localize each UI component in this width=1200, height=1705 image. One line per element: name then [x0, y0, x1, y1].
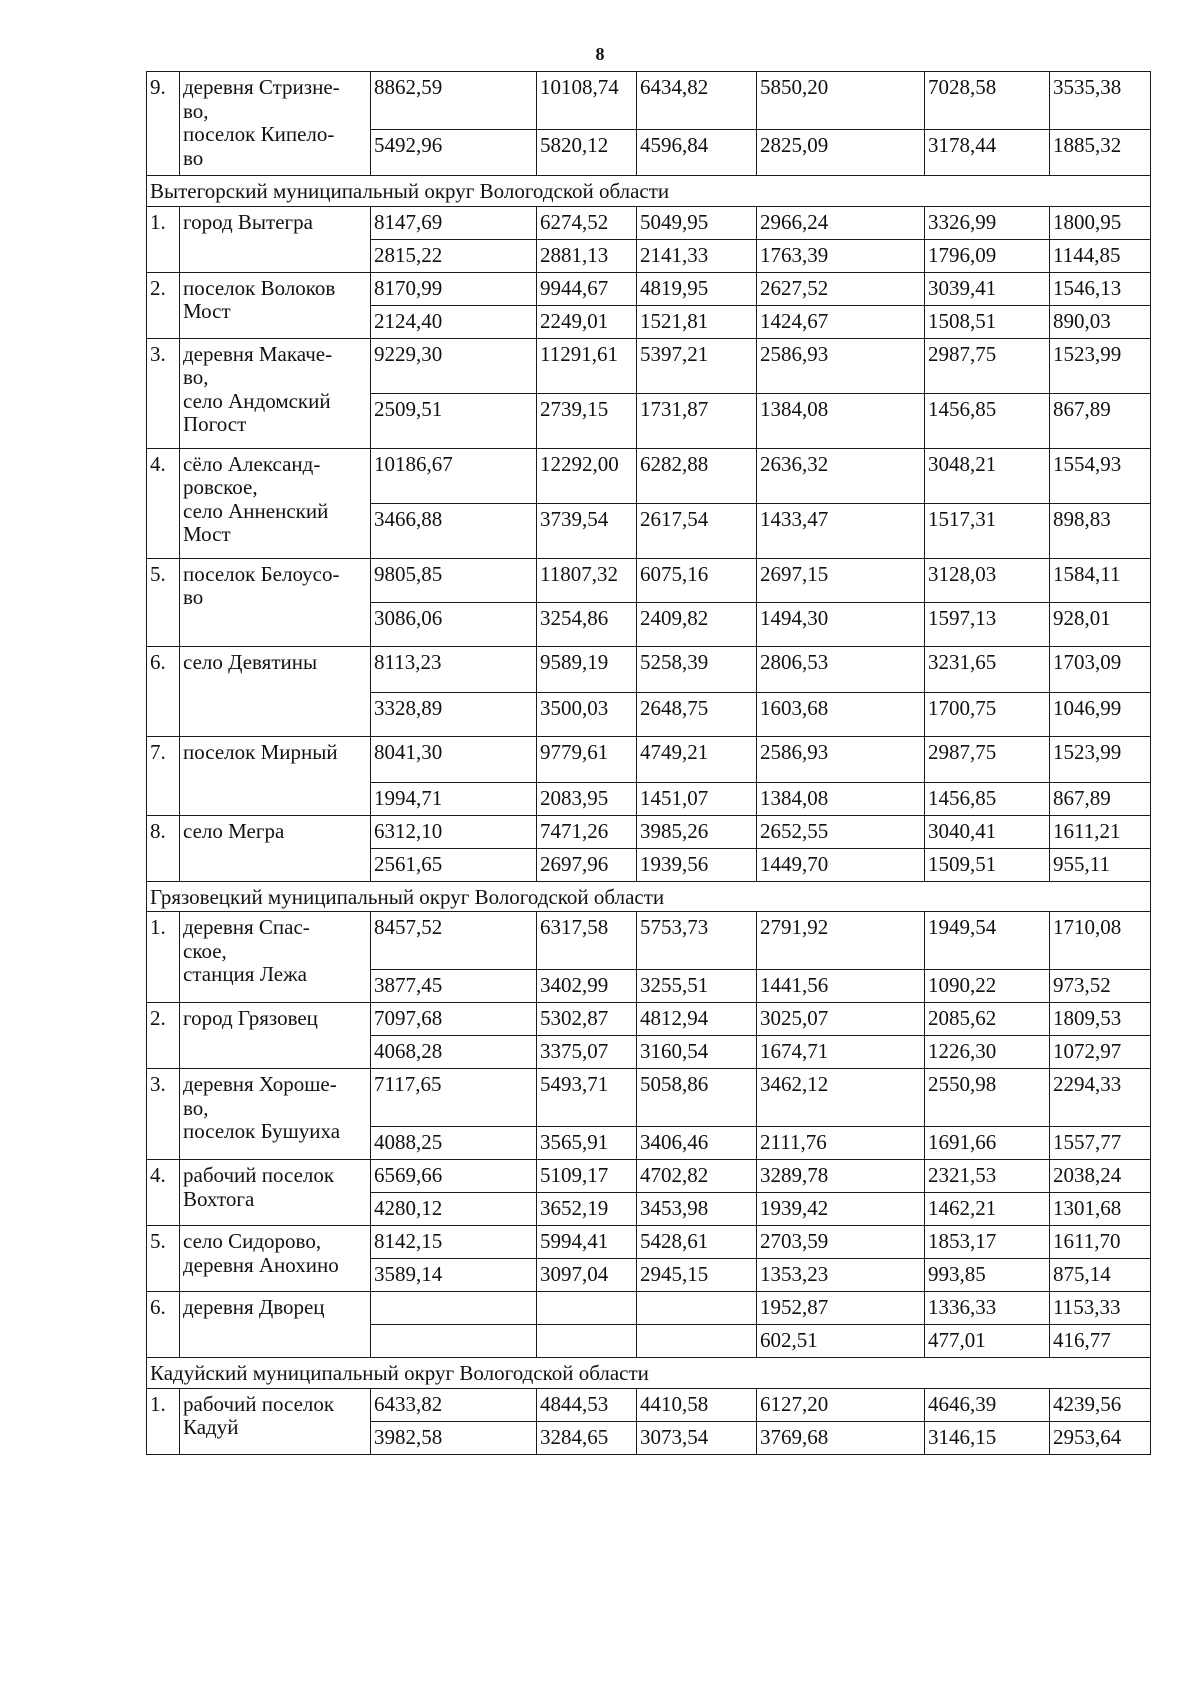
tariff-value: 1456,85: [925, 782, 1050, 815]
tariff-value: 1700,75: [925, 692, 1050, 736]
tariff-value: 898,83: [1050, 503, 1151, 558]
tariff-value: 3048,21: [925, 448, 1050, 503]
row-index: 1.: [147, 912, 180, 1003]
tariff-value: 993,85: [925, 1259, 1050, 1292]
tariff-value: 1384,08: [757, 782, 925, 815]
tariff-value: 5493,71: [537, 1069, 637, 1127]
tariff-value: 2586,93: [757, 736, 925, 782]
tariff-value: 6569,66: [371, 1160, 537, 1193]
table-row: [147, 912, 1151, 970]
tariff-value: 5302,87: [537, 1003, 637, 1036]
tariff-value: [371, 1325, 537, 1358]
section-header-row: [147, 881, 1151, 912]
tariff-value: 1456,85: [925, 393, 1050, 448]
tariff-value: 3039,41: [925, 272, 1050, 305]
table-row: [147, 1292, 1151, 1325]
tariff-value: 12292,00: [537, 448, 637, 503]
table-row: [147, 72, 1151, 130]
section-title: Грязовецкий муниципальный округ Вологодской области: [147, 881, 1151, 912]
table-row: [147, 338, 1151, 393]
tariff-value: 4646,39: [925, 1388, 1050, 1421]
section-title: Кадуйский муниципальный округ Вологодской области: [147, 1358, 1151, 1389]
tariff-value: 4819,95: [637, 272, 757, 305]
tariff-value: 2550,98: [925, 1069, 1050, 1127]
settlement-name: сёло Александ- ровское, село Анненский Мост: [180, 448, 371, 558]
table-row: [147, 1003, 1151, 1036]
tariff-value: 2038,24: [1050, 1160, 1151, 1193]
table-row: [147, 448, 1151, 503]
tariff-value: 2617,54: [637, 503, 757, 558]
row-index: 5.: [147, 558, 180, 646]
tariff-value: 1809,53: [1050, 1003, 1151, 1036]
tariff-value: 4702,82: [637, 1160, 757, 1193]
table-row: [147, 1226, 1151, 1259]
tariff-value: 8142,15: [371, 1226, 537, 1259]
tariff-value: 477,01: [925, 1325, 1050, 1358]
table-row: [147, 558, 1151, 602]
table-row: [147, 815, 1151, 848]
tariff-value: 3453,98: [637, 1193, 757, 1226]
tariff-value: 8147,69: [371, 206, 537, 239]
tariff-value: [637, 1325, 757, 1358]
tariff-value: 3466,88: [371, 503, 537, 558]
tariff-value: 1336,33: [925, 1292, 1050, 1325]
tariff-value: 416,77: [1050, 1325, 1151, 1358]
row-index: 9.: [147, 72, 180, 176]
tariff-value: 1939,42: [757, 1193, 925, 1226]
row-index: 2.: [147, 1003, 180, 1069]
tariff-value: 6434,82: [637, 72, 757, 130]
tariff-value: 3328,89: [371, 692, 537, 736]
tariff-value: 1384,08: [757, 393, 925, 448]
tariff-value: 1424,67: [757, 305, 925, 338]
tariff-value: 8862,59: [371, 72, 537, 130]
tariff-value: 5109,17: [537, 1160, 637, 1193]
tariff-value: 867,89: [1050, 393, 1151, 448]
tariff-value: 1949,54: [925, 912, 1050, 970]
tariff-value: [637, 1292, 757, 1325]
tariff-value: 3128,03: [925, 558, 1050, 602]
tariff-value: 5397,21: [637, 338, 757, 393]
tariff-value: 2249,01: [537, 305, 637, 338]
tariff-value: 3402,99: [537, 970, 637, 1003]
tariff-value: 3231,65: [925, 646, 1050, 692]
settlement-name: село Девятины: [180, 646, 371, 736]
tariff-value: 8113,23: [371, 646, 537, 692]
tariff-value: 9805,85: [371, 558, 537, 602]
tariff-value: 1046,99: [1050, 692, 1151, 736]
settlement-name: село Мегра: [180, 815, 371, 881]
tariff-value: 1885,32: [1050, 130, 1151, 176]
tariff-value: 2636,32: [757, 448, 925, 503]
tariff-value: 1546,13: [1050, 272, 1151, 305]
tariff-value: 2509,51: [371, 393, 537, 448]
tariff-value: 4068,28: [371, 1036, 537, 1069]
tariff-value: 2953,64: [1050, 1421, 1151, 1454]
tariff-value: 2739,15: [537, 393, 637, 448]
tariff-value: 2124,40: [371, 305, 537, 338]
tariff-value: 10108,74: [537, 72, 637, 130]
tariff-value: 11807,32: [537, 558, 637, 602]
tariff-value: 9229,30: [371, 338, 537, 393]
tariff-value: 5753,73: [637, 912, 757, 970]
row-index: 2.: [147, 272, 180, 338]
tariff-value: 5428,61: [637, 1226, 757, 1259]
tariff-value: 2586,93: [757, 338, 925, 393]
tariff-value: 3406,46: [637, 1127, 757, 1160]
tariff-value: 6433,82: [371, 1388, 537, 1421]
tariff-value: 5258,39: [637, 646, 757, 692]
tariff-value: 1509,51: [925, 848, 1050, 881]
tariff-value: 2825,09: [757, 130, 925, 176]
tariff-value: 6312,10: [371, 815, 537, 848]
tariff-value: 3877,45: [371, 970, 537, 1003]
row-index: 3.: [147, 1069, 180, 1160]
tariff-value: 1611,21: [1050, 815, 1151, 848]
tariff-value: 1584,11: [1050, 558, 1151, 602]
tariff-value: 3160,54: [637, 1036, 757, 1069]
table-row: [147, 206, 1151, 239]
tariff-value: 1554,93: [1050, 448, 1151, 503]
settlement-name: рабочий поселок Кадуй: [180, 1388, 371, 1454]
tariff-value: 3040,41: [925, 815, 1050, 848]
settlement-name: деревня Дворец: [180, 1292, 371, 1358]
tariff-value: 5049,95: [637, 206, 757, 239]
tariff-value: 3565,91: [537, 1127, 637, 1160]
tariff-value: 11291,61: [537, 338, 637, 393]
tariff-value: 1072,97: [1050, 1036, 1151, 1069]
page-number: 8: [595, 44, 605, 64]
tariff-value: 1796,09: [925, 239, 1050, 272]
tariff-value: 3985,26: [637, 815, 757, 848]
tariff-value: 3178,44: [925, 130, 1050, 176]
tariff-value: 3284,65: [537, 1421, 637, 1454]
table-body: [147, 72, 1151, 1455]
tariff-value: 3535,38: [1050, 72, 1151, 130]
row-index: 6.: [147, 1292, 180, 1358]
tariff-value: 3086,06: [371, 602, 537, 646]
settlement-name: поселок Мирный: [180, 736, 371, 815]
tariff-value: 6075,16: [637, 558, 757, 602]
tariff-value: 8457,52: [371, 912, 537, 970]
tariff-value: 3254,86: [537, 602, 637, 646]
tariff-value: 1508,51: [925, 305, 1050, 338]
tariff-value: 2141,33: [637, 239, 757, 272]
tariff-value: 1994,71: [371, 782, 537, 815]
tariff-value: 3589,14: [371, 1259, 537, 1292]
row-index: 4.: [147, 448, 180, 558]
tariff-value: 2294,33: [1050, 1069, 1151, 1127]
tariff-value: 4596,84: [637, 130, 757, 176]
tariff-value: 3073,54: [637, 1421, 757, 1454]
tariff-value: 7028,58: [925, 72, 1050, 130]
tariff-value: 3769,68: [757, 1421, 925, 1454]
tariff-value: 8041,30: [371, 736, 537, 782]
tariff-value: 1763,39: [757, 239, 925, 272]
tariff-value: 2409,82: [637, 602, 757, 646]
tariff-value: 1523,99: [1050, 338, 1151, 393]
tariff-value: 1494,30: [757, 602, 925, 646]
tariff-value: [537, 1325, 637, 1358]
tariff-value: 3289,78: [757, 1160, 925, 1193]
tariff-value: 3652,19: [537, 1193, 637, 1226]
tariff-value: 4812,94: [637, 1003, 757, 1036]
tariff-value: 3255,51: [637, 970, 757, 1003]
tariff-value: 1703,09: [1050, 646, 1151, 692]
tariff-value: 1226,30: [925, 1036, 1050, 1069]
tariff-value: [537, 1292, 637, 1325]
tariff-value: 973,52: [1050, 970, 1151, 1003]
tariff-value: 602,51: [757, 1325, 925, 1358]
tariff-value: 2111,76: [757, 1127, 925, 1160]
tariff-value: 5820,12: [537, 130, 637, 176]
tariff-value: 1939,56: [637, 848, 757, 881]
tariff-value: 1710,08: [1050, 912, 1151, 970]
tariff-value: 4088,25: [371, 1127, 537, 1160]
tariff-value: 2703,59: [757, 1226, 925, 1259]
row-index: 8.: [147, 815, 180, 881]
row-index: 6.: [147, 646, 180, 736]
tariff-value: 5058,86: [637, 1069, 757, 1127]
tariff-value: 2987,75: [925, 736, 1050, 782]
tariff-value: 3462,12: [757, 1069, 925, 1127]
tariff-value: 1521,81: [637, 305, 757, 338]
tariff-value: 2085,62: [925, 1003, 1050, 1036]
settlement-name: город Грязовец: [180, 1003, 371, 1069]
tariff-value: 1557,77: [1050, 1127, 1151, 1160]
settlement-name: деревня Спас- ское, станция Лежа: [180, 912, 371, 1003]
tariff-value: 9944,67: [537, 272, 637, 305]
tariff-value: 2815,22: [371, 239, 537, 272]
tariff-value: 1691,66: [925, 1127, 1050, 1160]
settlement-name: город Вытегра: [180, 206, 371, 272]
tariff-value: 1731,87: [637, 393, 757, 448]
tariff-value: 867,89: [1050, 782, 1151, 815]
row-index: 1.: [147, 206, 180, 272]
tariff-value: 3982,58: [371, 1421, 537, 1454]
tariff-value: 6317,58: [537, 912, 637, 970]
tariff-value: 3146,15: [925, 1421, 1050, 1454]
tariff-value: 955,11: [1050, 848, 1151, 881]
row-index: 7.: [147, 736, 180, 815]
tariff-value: 7117,65: [371, 1069, 537, 1127]
tariff-value: 1517,31: [925, 503, 1050, 558]
tariff-value: 9779,61: [537, 736, 637, 782]
table-row: [147, 1069, 1151, 1127]
tariff-value: 3326,99: [925, 206, 1050, 239]
tariff-value: 1597,13: [925, 602, 1050, 646]
tariff-value: 5994,41: [537, 1226, 637, 1259]
tariff-value: 2945,15: [637, 1259, 757, 1292]
tariff-value: 1153,33: [1050, 1292, 1151, 1325]
table-row: [147, 272, 1151, 305]
settlement-name: село Сидорово, деревня Анохино: [180, 1226, 371, 1292]
settlement-name: деревня Стризне- во, поселок Кипело- во: [180, 72, 371, 176]
tariff-value: 7471,26: [537, 815, 637, 848]
settlement-name: деревня Хороше- во, поселок Бушуиха: [180, 1069, 371, 1160]
table-row: [147, 736, 1151, 782]
row-index: 3.: [147, 338, 180, 448]
tariff-value: 2652,55: [757, 815, 925, 848]
tariff-value: 1800,95: [1050, 206, 1151, 239]
tariff-value: 1451,07: [637, 782, 757, 815]
section-title: Вытегорский муниципальный округ Вологодской области: [147, 176, 1151, 207]
tariff-value: 1611,70: [1050, 1226, 1151, 1259]
tariff-value: 3739,54: [537, 503, 637, 558]
tariff-value: 2806,53: [757, 646, 925, 692]
tariff-value: 3500,03: [537, 692, 637, 736]
tariff-value: 5850,20: [757, 72, 925, 130]
table-row: [147, 646, 1151, 692]
tariff-value: 6274,52: [537, 206, 637, 239]
tariff-value: 1674,71: [757, 1036, 925, 1069]
tariff-value: 1523,99: [1050, 736, 1151, 782]
tariff-value: 1603,68: [757, 692, 925, 736]
tariff-value: 3025,07: [757, 1003, 925, 1036]
tariff-value: 4844,53: [537, 1388, 637, 1421]
tariff-value: 1090,22: [925, 970, 1050, 1003]
tariff-value: 10186,67: [371, 448, 537, 503]
tariff-value: 2987,75: [925, 338, 1050, 393]
tariff-value: 2321,53: [925, 1160, 1050, 1193]
tariff-value: 2966,24: [757, 206, 925, 239]
tariff-value: 6127,20: [757, 1388, 925, 1421]
tariff-value: 2697,15: [757, 558, 925, 602]
tariff-value: 1462,21: [925, 1193, 1050, 1226]
row-index: 1.: [147, 1388, 180, 1454]
tariff-value: 5492,96: [371, 130, 537, 176]
tariff-value: 1144,85: [1050, 239, 1151, 272]
tariff-value: 8170,99: [371, 272, 537, 305]
tariff-value: 875,14: [1050, 1259, 1151, 1292]
tariff-value: [371, 1292, 537, 1325]
settlement-name: поселок Белоусо- во: [180, 558, 371, 646]
tariff-value: 1433,47: [757, 503, 925, 558]
tariff-value: 2648,75: [637, 692, 757, 736]
row-index: 4.: [147, 1160, 180, 1226]
tariff-value: 4280,12: [371, 1193, 537, 1226]
tariff-value: 9589,19: [537, 646, 637, 692]
tariff-value: 1853,17: [925, 1226, 1050, 1259]
settlement-name: рабочий поселок Вохтога: [180, 1160, 371, 1226]
tariff-value: 928,01: [1050, 602, 1151, 646]
tariff-value: 3375,07: [537, 1036, 637, 1069]
tariff-value: 4239,56: [1050, 1388, 1151, 1421]
tariff-value: 2627,52: [757, 272, 925, 305]
section-header-row: [147, 176, 1151, 207]
tariff-value: 1441,56: [757, 970, 925, 1003]
tariff-value: 4410,58: [637, 1388, 757, 1421]
tariff-value: 2083,95: [537, 782, 637, 815]
row-index: 5.: [147, 1226, 180, 1292]
tariff-value: 4749,21: [637, 736, 757, 782]
tariff-value: 2697,96: [537, 848, 637, 881]
settlement-name: деревня Макаче- во, село Андомский Погост: [180, 338, 371, 448]
settlement-name: поселок Волоков Мост: [180, 272, 371, 338]
tariff-value: 1449,70: [757, 848, 925, 881]
table-row: [147, 1160, 1151, 1193]
tariff-value: 3097,04: [537, 1259, 637, 1292]
section-header-row: [147, 1358, 1151, 1389]
tariff-value: 2881,13: [537, 239, 637, 272]
table-row: [147, 1388, 1151, 1421]
tariff-value: 2561,65: [371, 848, 537, 881]
tariff-value: 2791,92: [757, 912, 925, 970]
tariff-table: [146, 71, 1151, 1455]
tariff-value: 7097,68: [371, 1003, 537, 1036]
tariff-value: 1353,23: [757, 1259, 925, 1292]
tariff-value: 6282,88: [637, 448, 757, 503]
tariff-value: 1952,87: [757, 1292, 925, 1325]
tariff-value: 890,03: [1050, 305, 1151, 338]
tariff-value: 1301,68: [1050, 1193, 1151, 1226]
